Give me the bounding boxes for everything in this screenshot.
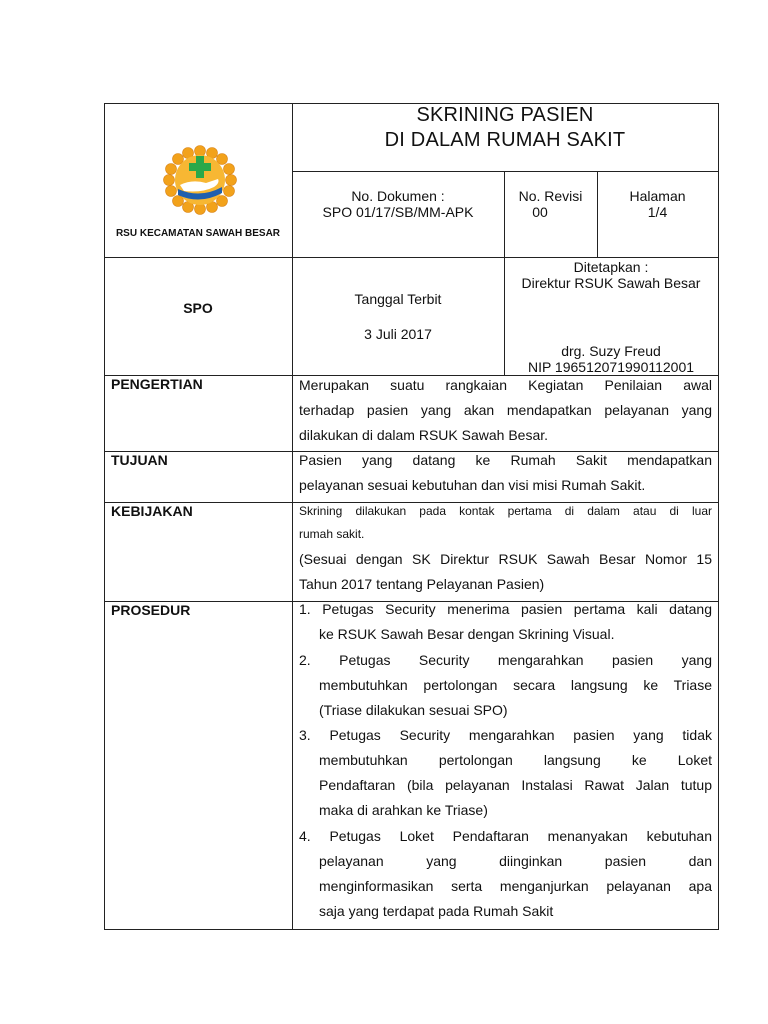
prosedur-line: maka di arahkan ke Triase) xyxy=(319,802,488,818)
table-border-bottom xyxy=(104,929,719,930)
document-number-value: SPO 01/17/SB/MM-APK xyxy=(322,204,474,220)
prosedur-line: membutuhkan pertolongan langsung ke Loket xyxy=(319,752,712,768)
kebijakan-line: (Sesuai dengan SK Direktur RSUK Sawah Besar Nomor 15 xyxy=(299,551,712,567)
revision-value: 00 xyxy=(532,204,548,220)
prosedur-label: PROSEDUR xyxy=(111,602,191,618)
prosedur-line: 2. Petugas Security mengarahkan pasien yang xyxy=(299,652,712,668)
hospital-name: RSU KECAMATAN SAWAH BESAR xyxy=(115,228,281,239)
tujuan-label: TUJUAN xyxy=(111,452,168,468)
page-value: 1/4 xyxy=(647,204,668,220)
title-bottom-line xyxy=(292,171,719,172)
revision-label: No. Revisi xyxy=(518,188,583,204)
approval-label: Ditetapkan : xyxy=(573,259,649,275)
issue-date-value: 3 Juli 2017 xyxy=(364,326,432,342)
signer-name: drg. Suzy Freud xyxy=(561,343,661,359)
kebijakan-line: Skrining dilakukan pada kontak pertama di dalam atau di luar xyxy=(299,504,712,518)
prosedur-line: ke RSUK Sawah Besar dengan Skrining Visual. xyxy=(319,626,615,642)
page-label: Halaman xyxy=(629,188,686,204)
kebijakan-label: KEBIJAKAN xyxy=(111,503,193,519)
prosedur-line: Pendaftaran (bila pelayanan Instalasi Rawat Jalan tutup xyxy=(319,777,712,793)
pengertian-label: PENGERTIAN xyxy=(111,376,203,392)
prosedur-line: saja yang terdapat pada Rumah Sakit xyxy=(319,903,554,919)
pengertian-line: dilakukan di dalam RSUK Sawah Besar. xyxy=(299,427,549,443)
kebijakan-line: rumah sakit. xyxy=(299,527,365,541)
pengertian-line: Merupakan suatu rangkaian Kegiatan Penilaian awal xyxy=(299,377,712,393)
prosedur-line: 4. Petugas Loket Pendaftaran menanyakan kebutuhan xyxy=(299,828,712,844)
tujuan-line: Pasien yang datang ke Rumah Sakit mendapatkan xyxy=(299,452,712,468)
issue-date-label: Tanggal Terbit xyxy=(354,291,442,307)
prosedur-line: pelayanan yang diinginkan pasien dan xyxy=(319,853,712,869)
approval-authority: Direktur RSUK Sawah Besar xyxy=(521,275,701,291)
document-title-line1: SKRINING PASIEN xyxy=(416,104,594,126)
header-middle-line xyxy=(104,257,719,258)
document-number-label: No. Dokumen : xyxy=(351,188,445,204)
prosedur-line: menginformasikan serta menganjurkan pelayanan apa xyxy=(319,878,712,894)
signer-nip: NIP 196512071990112001 xyxy=(527,359,695,375)
kebijakan-line: Tahun 2017 tentang Pelayanan Pasien) xyxy=(299,576,545,592)
hospital-logo xyxy=(162,145,238,215)
prosedur-line: (Triase dilakukan sesuai SPO) xyxy=(319,702,508,718)
prosedur-line: 1. Petugas Security menerima pasien pertama kali datang xyxy=(299,601,712,617)
prosedur-line: 3. Petugas Security mengarahkan pasien yang tidak xyxy=(299,727,712,743)
pengertian-line: terhadap pasien yang akan mendapatkan pelayanan yang xyxy=(299,402,712,418)
prosedur-line: membutuhkan pertolongan secara langsung ke Triase xyxy=(319,677,712,693)
table-border-right xyxy=(718,103,719,930)
spo-label: SPO xyxy=(183,300,213,316)
body-column-divider xyxy=(292,375,293,930)
document-title-line2: DI DALAM RUMAH SAKIT xyxy=(384,129,626,151)
tujuan-line: pelayanan sesuai kebutuhan dan visi misi Rumah Sakit. xyxy=(299,477,646,493)
